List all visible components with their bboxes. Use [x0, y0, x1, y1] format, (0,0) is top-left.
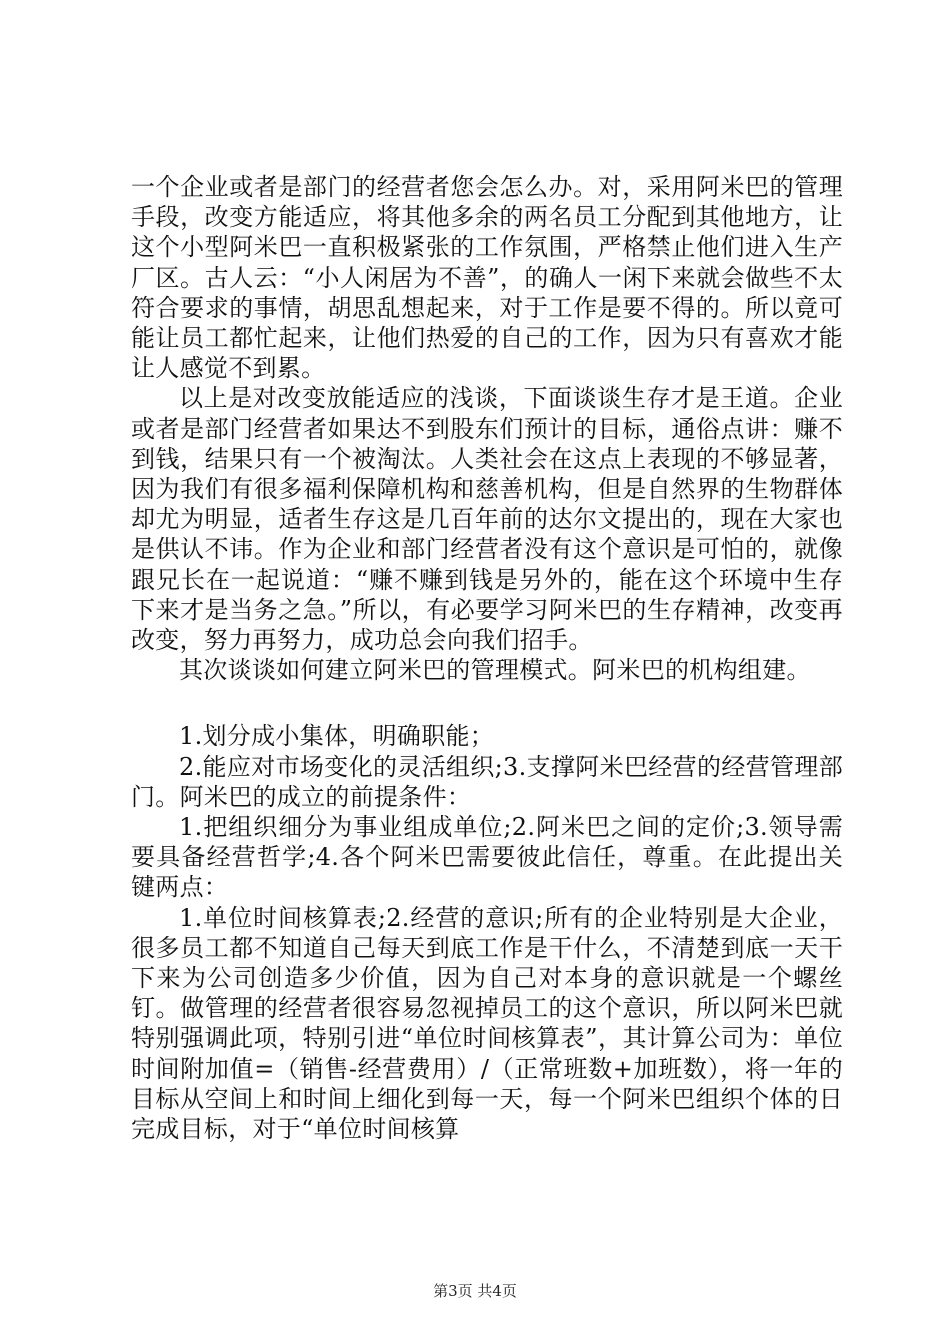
page-number-footer: 第3页 共4页: [433, 1282, 517, 1300]
paragraph-2: 以上是对改变放能适应的浅谈，下面谈谈生存才是王道。企业或者是部门经营者如果达不到股东们预计的目标，通俗点讲：赚不到钱，结果只有一个被淘汰。人类社会在这点上表现的不够显著，因为我们有很多福利保障机构和慈善机构，但是自然界的生物群体却尤为明显，适者生存这是几百年前的达尔文提出的，现在大家也是供认不讳。作为企业和部门经营者没有这个意识是可怕的，就像跟兄长在一起说道：“赚不赚到钱是另外的，能在这个环境中生存下来才是当务之急。”所以，有必要学习阿米巴的生存精神，改变再改变，努力再努力，成功总会向我们招手。: [131, 384, 843, 655]
paragraph-3: 其次谈谈如何建立阿米巴的管理模式。阿米巴的机构组建。: [179, 656, 811, 685]
list-item-4: 1.单位时间核算表;2.经营的意识;所有的企业特别是大企业，很多员工都不知道自己每天到底工作是干什么，不清楚到底一天干下来为公司创造多少价值，因为自己对本身的意识就是一个螺丝钉。做管理的经营者很容易忽视掉员工的这个意识，所以阿米巴就特别强调此项，特别引进“单位时间核算表”，其计算公司为：单位时间附加值=（销售-经营费用）/（正常班数+加班数），将一年的目标从空间上和时间上细化到每一天，每一个阿米巴组织个体的日完成目标，对于“单位时间核算: [131, 903, 843, 1144]
list-item-3: 1.把组织细分为事业组成单位;2.阿米巴之间的定价;3.领导需要具备经营哲学;4.各个阿米巴需要彼此信任，尊重。在此提出关键两点：: [131, 813, 843, 902]
list-item-1: 1.划分成小集体，明确职能；: [179, 722, 495, 751]
list-item-2: 2.能应对市场变化的灵活组织;3.支撑阿米巴经营的经营管理部门。阿米巴的成立的前提条件：: [131, 752, 843, 811]
paragraph-1: 一个企业或者是部门的经营者您会怎么办。对，采用阿米巴的管理手段，改变方能适应，将其他多余的两名员工分配到其他地方，让这个小型阿米巴一直积极紧张的工作氛围，严格禁止他们进入生产厂区。古人云：“小人闲居为不善”，的确人一闲下来就会做些不太符合要求的事情，胡思乱想起来，对于工作是要不得的。所以竟可能让员工都忙起来，让他们热爱的自己的工作，因为只有喜欢才能让人感觉不到累。: [131, 173, 843, 383]
document-body: [131, 172, 843, 1144]
paragraph-spacer: [131, 685, 843, 721]
